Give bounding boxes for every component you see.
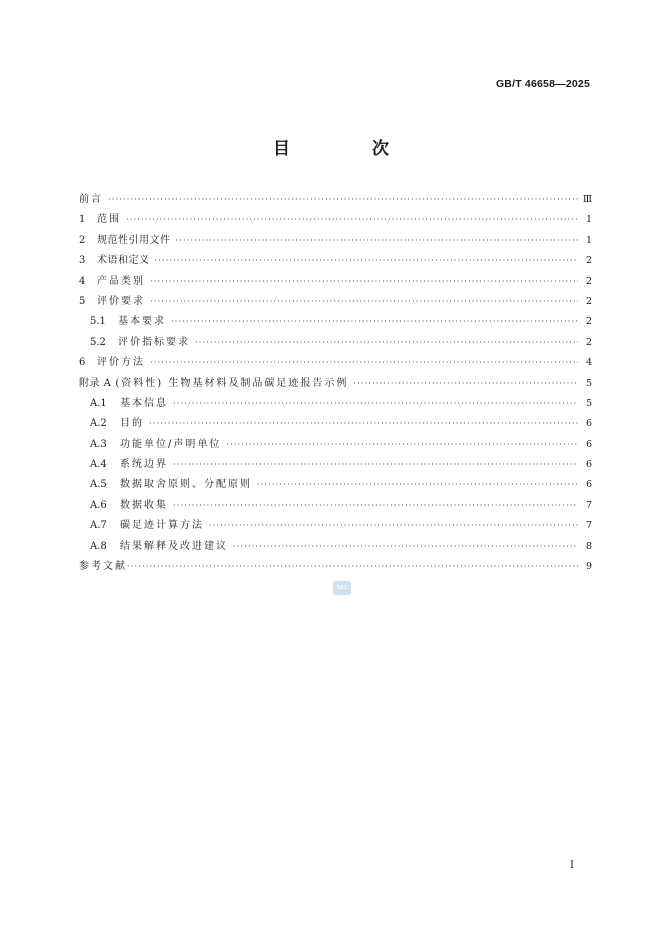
page-number: I — [570, 860, 574, 871]
toc-number: A.8 — [90, 540, 107, 552]
toc-page: 1 — [585, 234, 592, 246]
toc-page: 1 — [585, 214, 592, 226]
toc-entry-a2[interactable] — [79, 414, 592, 434]
toc-page: 6 — [585, 418, 592, 430]
toc-label: 前言 — [79, 194, 103, 205]
toc-leader-dots — [209, 522, 578, 530]
toc-leader-dots — [171, 318, 578, 326]
toc-number: A.2 — [90, 418, 107, 430]
toc-number: 3 — [79, 255, 86, 267]
toc-page: 5 — [585, 397, 592, 409]
toc-label: 基本信息 — [120, 397, 168, 409]
toc-leader-dots — [126, 216, 578, 224]
toc-page: 6 — [585, 438, 592, 450]
toc-label: 评价指标要求 — [118, 336, 190, 348]
toc-leader-dots — [173, 461, 578, 469]
toc-page: 2 — [585, 255, 592, 267]
toc-number: A.4 — [90, 459, 107, 471]
toc-leader-dots — [150, 298, 578, 306]
toc-label: 数据取舍原则、分配原则 — [120, 479, 252, 491]
toc-entry-a7[interactable] — [79, 516, 592, 536]
toc-page: 5 — [585, 377, 592, 389]
toc-number: 5 — [79, 295, 86, 307]
toc-page: 7 — [585, 499, 592, 511]
toc-entry-basic-requirements[interactable] — [79, 312, 592, 332]
toc-title: 目 次 — [273, 139, 427, 159]
toc-label: (资料性) 生物基材料及制品碳足迹报告示例 — [115, 377, 349, 389]
toc-entry-a1[interactable] — [79, 394, 592, 414]
toc-page: 7 — [585, 520, 592, 532]
toc-page: 6 — [585, 479, 592, 491]
toc-number: 附录 A — [79, 377, 112, 389]
toc-entry-scope[interactable] — [79, 210, 592, 230]
toc-number: 2 — [79, 234, 86, 246]
toc-entry-evaluation-method[interactable] — [79, 353, 592, 373]
toc-leader-dots — [173, 502, 578, 510]
toc-number: 4 — [79, 275, 86, 287]
toc-leader-dots — [150, 278, 578, 286]
toc-number: A.3 — [90, 438, 107, 450]
watermark-logo: SAC — [333, 581, 351, 595]
toc-label: 结果解释及改进建议 — [120, 540, 228, 552]
toc-label: 功能单位/声明单位 — [120, 438, 222, 450]
toc-page: 2 — [585, 295, 592, 307]
toc-page: 2 — [585, 316, 592, 328]
toc-label: 参考文献 — [79, 561, 127, 573]
toc-page: Ⅲ — [582, 194, 592, 205]
standard-number: GB/T 46658—2025 — [495, 78, 590, 90]
toc-label: 评价要求 — [97, 295, 145, 307]
toc-leader-dots — [155, 257, 579, 265]
toc-leader-dots — [149, 420, 578, 428]
toc-leader-dots — [226, 441, 578, 449]
toc-label: 基本要求 — [118, 316, 166, 328]
toc-entry-bibliography[interactable] — [79, 557, 592, 577]
toc-page: 2 — [585, 275, 592, 287]
toc-number: 6 — [79, 357, 86, 369]
toc-number: A.5 — [90, 479, 107, 491]
toc-entry-normative-references[interactable] — [79, 231, 592, 251]
toc-page: 2 — [585, 336, 592, 348]
toc-label: 评价方法 — [97, 357, 145, 369]
table-of-contents — [79, 190, 592, 577]
toc-entry-terms-definitions[interactable] — [79, 251, 592, 271]
toc-page: 4 — [585, 357, 592, 369]
toc-number: 5.2 — [90, 336, 106, 348]
toc-leader-dots — [195, 339, 578, 347]
toc-entry-a8[interactable] — [79, 537, 592, 557]
toc-entry-a6[interactable] — [79, 496, 592, 516]
toc-entry-a5[interactable] — [79, 475, 592, 495]
toc-number: A.1 — [90, 397, 107, 409]
toc-label: 碳足迹计算方法 — [120, 520, 204, 532]
toc-leader-dots — [173, 400, 578, 408]
toc-label: 产品类别 — [97, 275, 145, 287]
toc-page: 8 — [585, 540, 592, 552]
toc-entry-a3[interactable] — [79, 435, 592, 455]
toc-leader-dots — [257, 481, 578, 489]
toc-entry-foreword[interactable] — [79, 190, 592, 210]
toc-leader-dots — [176, 237, 579, 245]
toc-label: 术语和定义 — [97, 255, 150, 267]
toc-label: 数据收集 — [120, 499, 168, 511]
toc-leader-dots — [127, 563, 578, 571]
toc-leader-dots — [150, 359, 578, 367]
toc-entry-product-category[interactable] — [79, 272, 592, 292]
toc-label: 系统边界 — [120, 459, 168, 471]
toc-label: 范围 — [97, 214, 121, 226]
toc-number: 5.1 — [90, 316, 106, 328]
toc-number: 1 — [79, 214, 86, 226]
toc-entry-indicator-requirements[interactable] — [79, 333, 592, 353]
toc-leader-dots — [108, 196, 578, 204]
toc-entry-evaluation-requirements[interactable] — [79, 292, 592, 312]
toc-leader-dots — [233, 543, 578, 551]
toc-leader-dots — [353, 380, 578, 388]
toc-label: 规范性引用文件 — [97, 234, 171, 246]
toc-number: A.6 — [90, 499, 107, 511]
toc-entry-a4[interactable] — [79, 455, 592, 475]
toc-entry-annex-a[interactable] — [79, 374, 592, 394]
toc-page: 6 — [585, 459, 592, 471]
toc-label: 目的 — [120, 418, 144, 430]
toc-number: A.7 — [90, 520, 107, 532]
toc-page: 9 — [585, 561, 592, 573]
